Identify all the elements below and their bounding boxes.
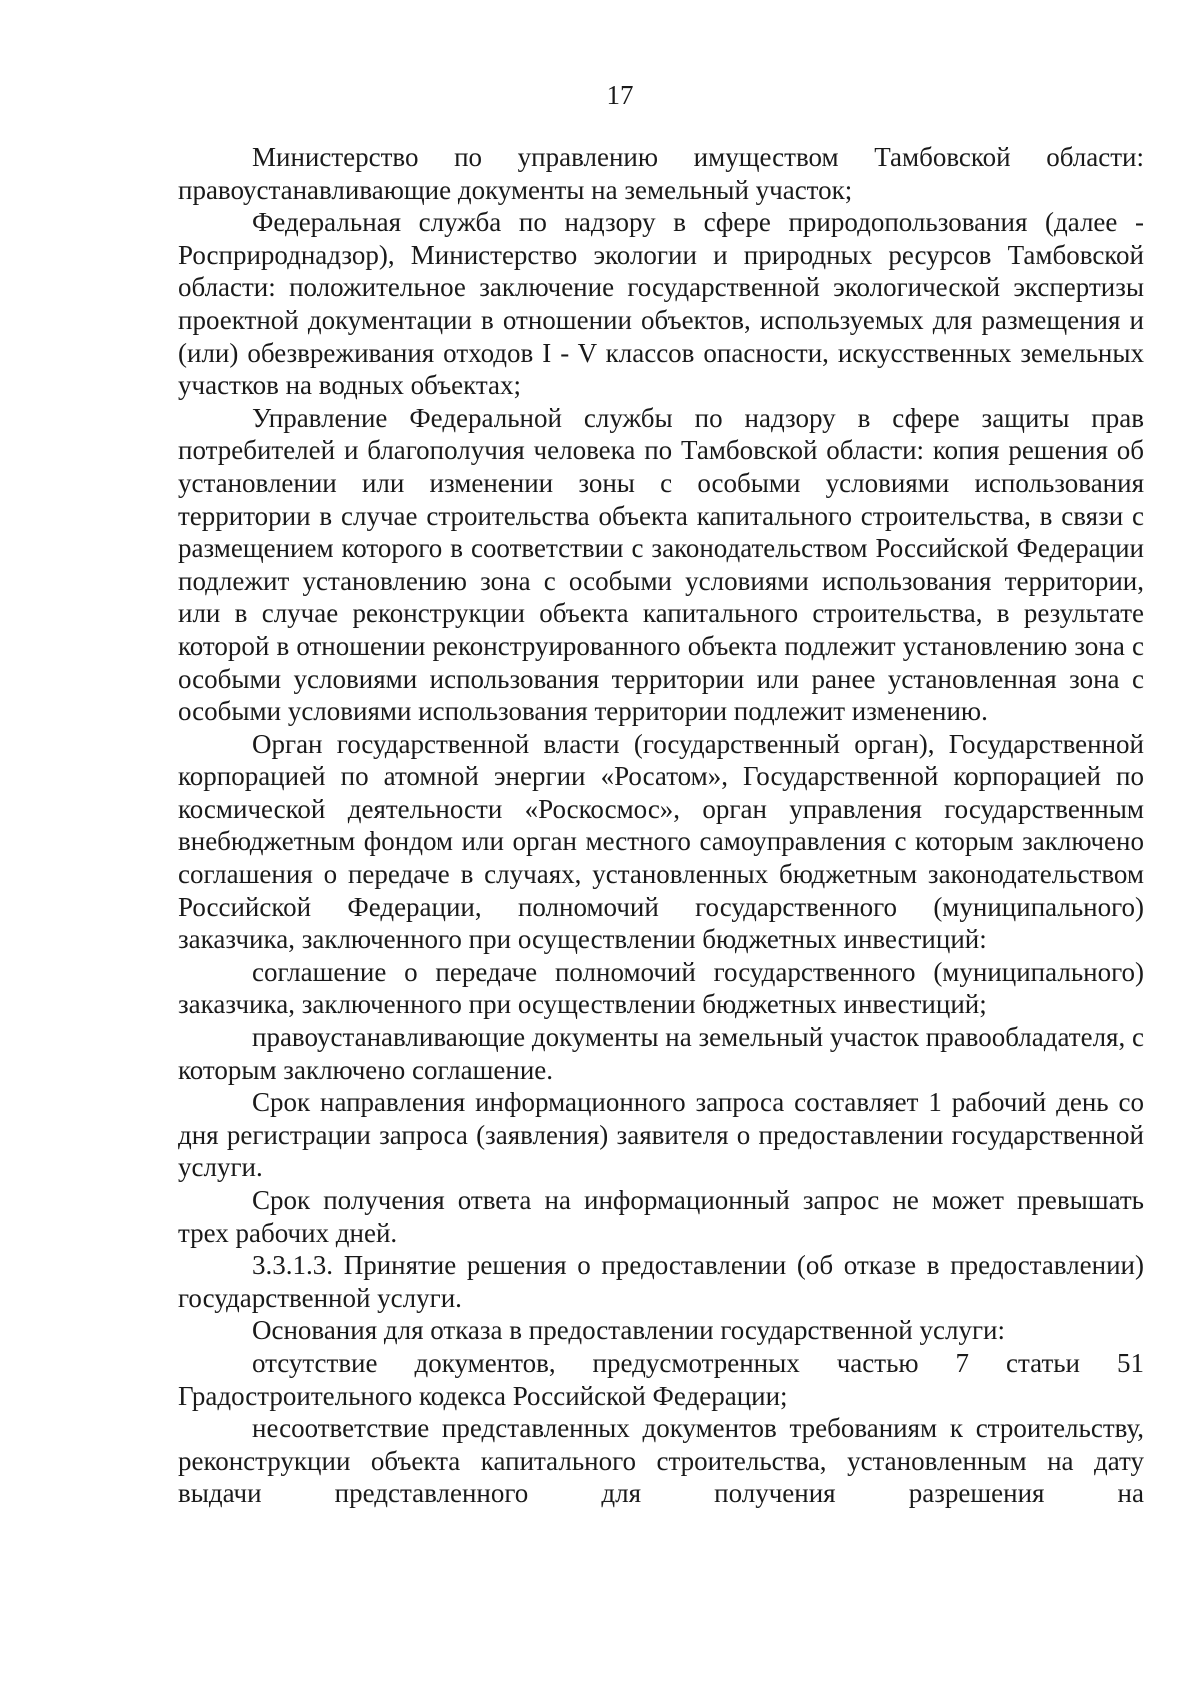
paragraph-rospotrebnadzor: Управление Федеральной службы по надзору в сфере защиты прав потребителей и благополучия человека по Тамбовской области: копия решения об установлении или изменении зоны с особыми условиями использования территории в случае строительства объекта капитального строительства, в связи с размещением которого в соответствии с законодательством Российской Федерации подлежит установлению зона с особыми условиями использования территории, или в случае реконструкции объекта капитального строительства, в результате которой в отношении реконструированного объекта подлежит установлению зона с особыми условиями использования территории или ранее установленная зона с особыми условиями использования территории подлежит изменению.	[178, 402, 1144, 727]
paragraph-request-term: Срок направления информационного запроса составляет 1 рабочий день со дня регистрации запроса (заявления) заявителя о предоставлении государственной услуги.	[178, 1087, 1144, 1183]
paragraph-missing-documents: отсутствие документов, предусмотренных частью 7 статьи 51 Градостроительного кодекса Российской Федерации;	[178, 1347, 1144, 1411]
paragraph-ministry-property: Министерство по управлению имуществом Тамбовской области: правоустанавливающие документы на земельный участок;	[178, 142, 1144, 205]
paragraph-nonconformity: несоответствие представленных документов требованиям к строительству, реконструкции объекта капитального строительства, установленным на дату выдачи представленного для получения разрешения на	[178, 1413, 1144, 1509]
paragraph-response-term: Срок получения ответа на информационный запрос не может превышать трех рабочих дней.	[178, 1185, 1144, 1248]
paragraph-state-authority: Орган государственной власти (государственный орган), Государственной корпорацией по атомной энергии «Росатом», Государственной корпорацией по космической деятельности «Роскосмос», орган управления государственным внебюджетным фондом или орган местного самоуправления с которым заключено соглашения о передаче в случаях, установленных бюджетным законодательством Российской Федерации, полномочий государственного (муниципального) заказчика, заключенного при осуществлении бюджетных инвестиций:	[178, 728, 1144, 955]
paragraph-agreement: соглашение о передаче полномочий государственного (муниципального) заказчика, заключенного при осуществлении бюджетных инвестиций;	[178, 956, 1144, 1020]
paragraph-rosprirodnadzor: Федеральная служба по надзору в сфере природопользования (далее - Росприроднадзор), Министерство экологии и природных ресурсов Тамбовской области: положительное заключение государственной экологической экспертизы проектной документации в отношении объектов, используемых для размещения и (или) обезвреживания отходов I - V классов опасности, искусственных земельных участков на водных объектах;	[178, 207, 1144, 401]
section-heading-3-3-1-3: 3.3.1.3. Принятие решения о предоставлении (об отказе в предоставлении) государственной услуги.	[178, 1250, 1144, 1313]
document-body	[178, 141, 1144, 1510]
page-number: 17	[606, 80, 634, 110]
paragraph-refusal-grounds: Основания для отказа в предоставлении государственной услуги:	[252, 1315, 1005, 1346]
paragraph-title-documents: правоустанавливающие документы на земельный участок правообладателя, с которым заключено соглашение.	[178, 1022, 1144, 1085]
